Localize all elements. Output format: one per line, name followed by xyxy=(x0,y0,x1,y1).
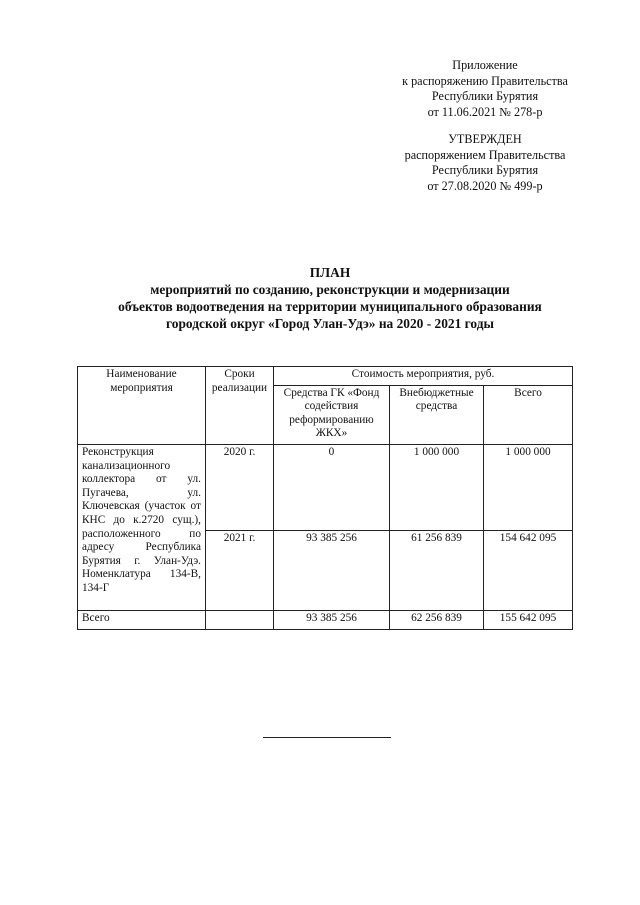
total-year xyxy=(206,610,274,629)
row-year: 2021 г. xyxy=(206,530,274,610)
header-cost: Стоимость мероприятия, руб. xyxy=(274,367,573,386)
row-extra-amount: 61 256 839 xyxy=(390,530,484,610)
appendix-block xyxy=(360,58,610,120)
document-title xyxy=(60,264,600,332)
total-extra-amount: 62 256 839 xyxy=(390,610,484,629)
title-line-3: объектов водоотведения на территории муниципального образования xyxy=(118,299,542,314)
measure-description: Реконструкция канализационного коллектора от ул. Пугачева, ул. Ключевская (участок от КНС до к.2720 сущ.), расположенного по адресу Республика Бурятия г. Улан-Удэ. Номенклатура 134-В, 134-Г xyxy=(78,444,206,610)
total-gk-amount: 93 385 256 xyxy=(274,610,390,629)
total-sum-amount: 155 642 095 xyxy=(484,610,573,629)
table-header-row xyxy=(78,367,573,386)
table-total-row xyxy=(78,610,573,629)
plan-table xyxy=(77,366,573,630)
header-name: Наименование мероприятия xyxy=(78,367,206,445)
appendix-title: Приложение xyxy=(452,58,518,72)
title-plan: ПЛАН xyxy=(309,265,351,280)
row-total-amount: 154 642 095 xyxy=(484,530,573,610)
appendix-reference: к распоряжению Правительства xyxy=(402,73,568,88)
approval-stamp-block xyxy=(360,132,610,194)
appendix-republic: Республики Бурятия xyxy=(431,89,539,103)
closing-divider-line xyxy=(263,737,391,738)
approval-republic: Республики Бурятия xyxy=(431,163,539,177)
appendix-date-number: от 11.06.2021 № 278-р xyxy=(427,104,543,119)
header-extrabudgetary: Внебюджетные средства xyxy=(390,385,484,444)
approval-reference: распоряжением Правительства xyxy=(404,147,566,162)
row-extra-amount: 1 000 000 xyxy=(390,444,484,530)
header-period: Сроки реализации xyxy=(206,367,274,445)
row-gk-amount: 93 385 256 xyxy=(274,530,390,610)
approval-date-number: от 27.08.2020 № 499-р xyxy=(427,178,543,193)
approval-title: УТВЕРЖДЕН xyxy=(448,132,522,146)
title-line-2: мероприятий по созданию, реконструкции и модернизации xyxy=(150,282,510,297)
row-gk-amount: 0 xyxy=(274,444,390,530)
header-total: Всего xyxy=(484,385,573,444)
row-year: 2020 г. xyxy=(206,444,274,530)
table-row xyxy=(78,444,573,530)
row-total-amount: 1 000 000 xyxy=(484,444,573,530)
header-gk-funds: Средства ГК «Фонд содействия реформированию ЖКХ» xyxy=(274,385,390,444)
title-line-4: городской округ «Город Улан-Удэ» на 2020 - 2021 годы xyxy=(166,316,494,331)
total-label: Всего xyxy=(78,610,206,629)
